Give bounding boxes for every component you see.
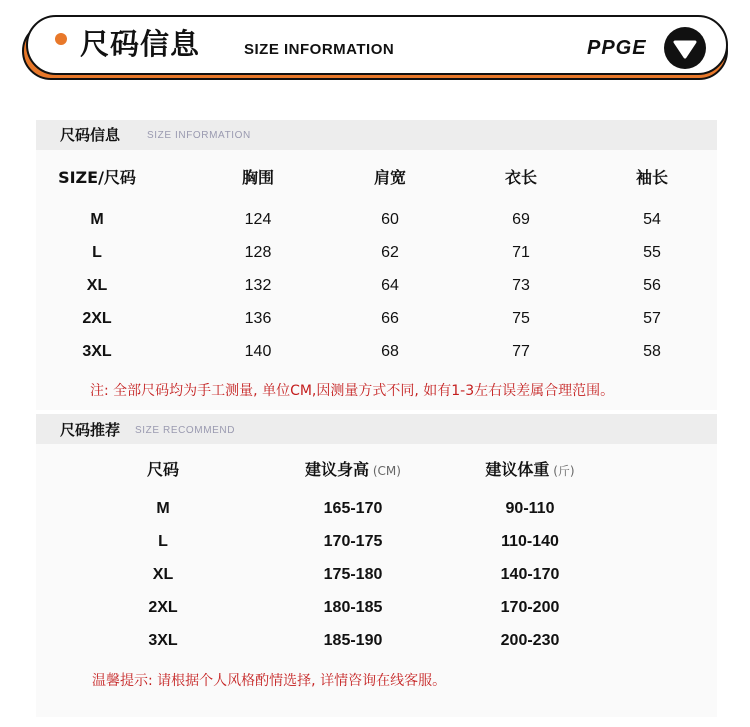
recommend-tip: 温馨提示: 请根据个人风格酌情选择, 详情咨询在线客服。 <box>92 673 447 689</box>
size-label: M <box>90 211 104 228</box>
size-info-col-header: 肩宽 <box>373 168 407 187</box>
size-info-title-en: SIZE INFORMATION <box>147 130 251 141</box>
size-info-cell: 54 <box>643 211 661 228</box>
size-recommend-title-en: SIZE RECOMMEND <box>135 425 236 436</box>
size-recommend-cell: 200-230 <box>500 632 560 649</box>
size-recommend-cell: 180-185 <box>323 599 383 616</box>
size-label: L <box>158 533 168 550</box>
unit-label: (CM) <box>369 464 401 478</box>
size-recommend-cell: 110-140 <box>501 533 559 550</box>
size-info-col-header: 胸围 <box>241 168 275 187</box>
size-info-cell: 124 <box>244 211 272 228</box>
measurement-note: 注: 全部尺码均为手工测量, 单位CM,因测量方式不同, 如有1-3左右误差属合理范围。 <box>90 383 615 399</box>
size-label: 3XL <box>82 343 112 360</box>
size-info-cell: 132 <box>244 277 272 294</box>
size-info-title: 尺码信息 <box>60 126 121 144</box>
size-info-col-header: 衣长 <box>504 168 538 187</box>
size-info-cell: 68 <box>381 343 399 360</box>
size-info-cell: 62 <box>381 244 399 261</box>
size-recommend-cell: 185-190 <box>323 632 383 649</box>
size-info-col-header: 袖长 <box>635 168 669 187</box>
size-info-cell: 66 <box>381 310 399 327</box>
size-recommend-cell: 175-180 <box>323 566 383 583</box>
size-label: XL <box>86 277 108 294</box>
size-label: M <box>156 500 170 517</box>
size-info-cell: 75 <box>512 310 530 327</box>
size-info-cell: 58 <box>643 343 661 360</box>
size-label: XL <box>152 566 174 583</box>
size-label: 2XL <box>82 310 112 327</box>
size-info-panel <box>36 120 717 410</box>
size-info-cell: 73 <box>512 277 530 294</box>
size-info-cell: 140 <box>244 343 272 360</box>
page-title: 尺码信息 <box>80 27 201 61</box>
size-label: L <box>92 244 102 261</box>
size-info-cell: 55 <box>643 244 661 261</box>
size-info-cell: 57 <box>643 310 661 327</box>
bullet-dot <box>55 33 67 45</box>
size-recommend-col-header: 尺码 <box>146 460 180 479</box>
size-info-cell: 136 <box>244 310 272 327</box>
size-label: 2XL <box>148 599 178 616</box>
size-recommend-cell: 165-170 <box>323 500 383 517</box>
size-info-cell: 77 <box>512 343 530 360</box>
size-recommend-col-header: 建议身高 (CM) <box>305 460 401 479</box>
size-info-cell: 71 <box>512 244 530 261</box>
size-label: 3XL <box>148 632 178 649</box>
size-info-cell: 56 <box>643 277 661 294</box>
size-recommend-cell: 90-110 <box>505 500 555 517</box>
size-recommend-cell: 140-170 <box>500 566 560 583</box>
size-recommend-cell: 170-175 <box>323 533 383 550</box>
size-recommend-cell: 170-200 <box>500 599 560 616</box>
size-recommend-col-header: 建议体重 (斤) <box>485 460 575 479</box>
size-info-cell: 60 <box>381 211 399 228</box>
unit-label: (斤) <box>549 464 575 478</box>
brand-logo: PPGE <box>587 37 647 59</box>
size-info-cell: 128 <box>244 244 272 261</box>
down-triangle-icon[interactable] <box>664 27 706 69</box>
size-recommend-title: 尺码推荐 <box>60 421 121 439</box>
size-info-header <box>36 120 717 150</box>
size-info-cell: 64 <box>381 277 399 294</box>
size-info-col-header: SIZE/尺码 <box>58 168 136 187</box>
page-subtitle: SIZE INFORMATION <box>244 41 395 58</box>
size-info-cell: 69 <box>512 211 530 228</box>
